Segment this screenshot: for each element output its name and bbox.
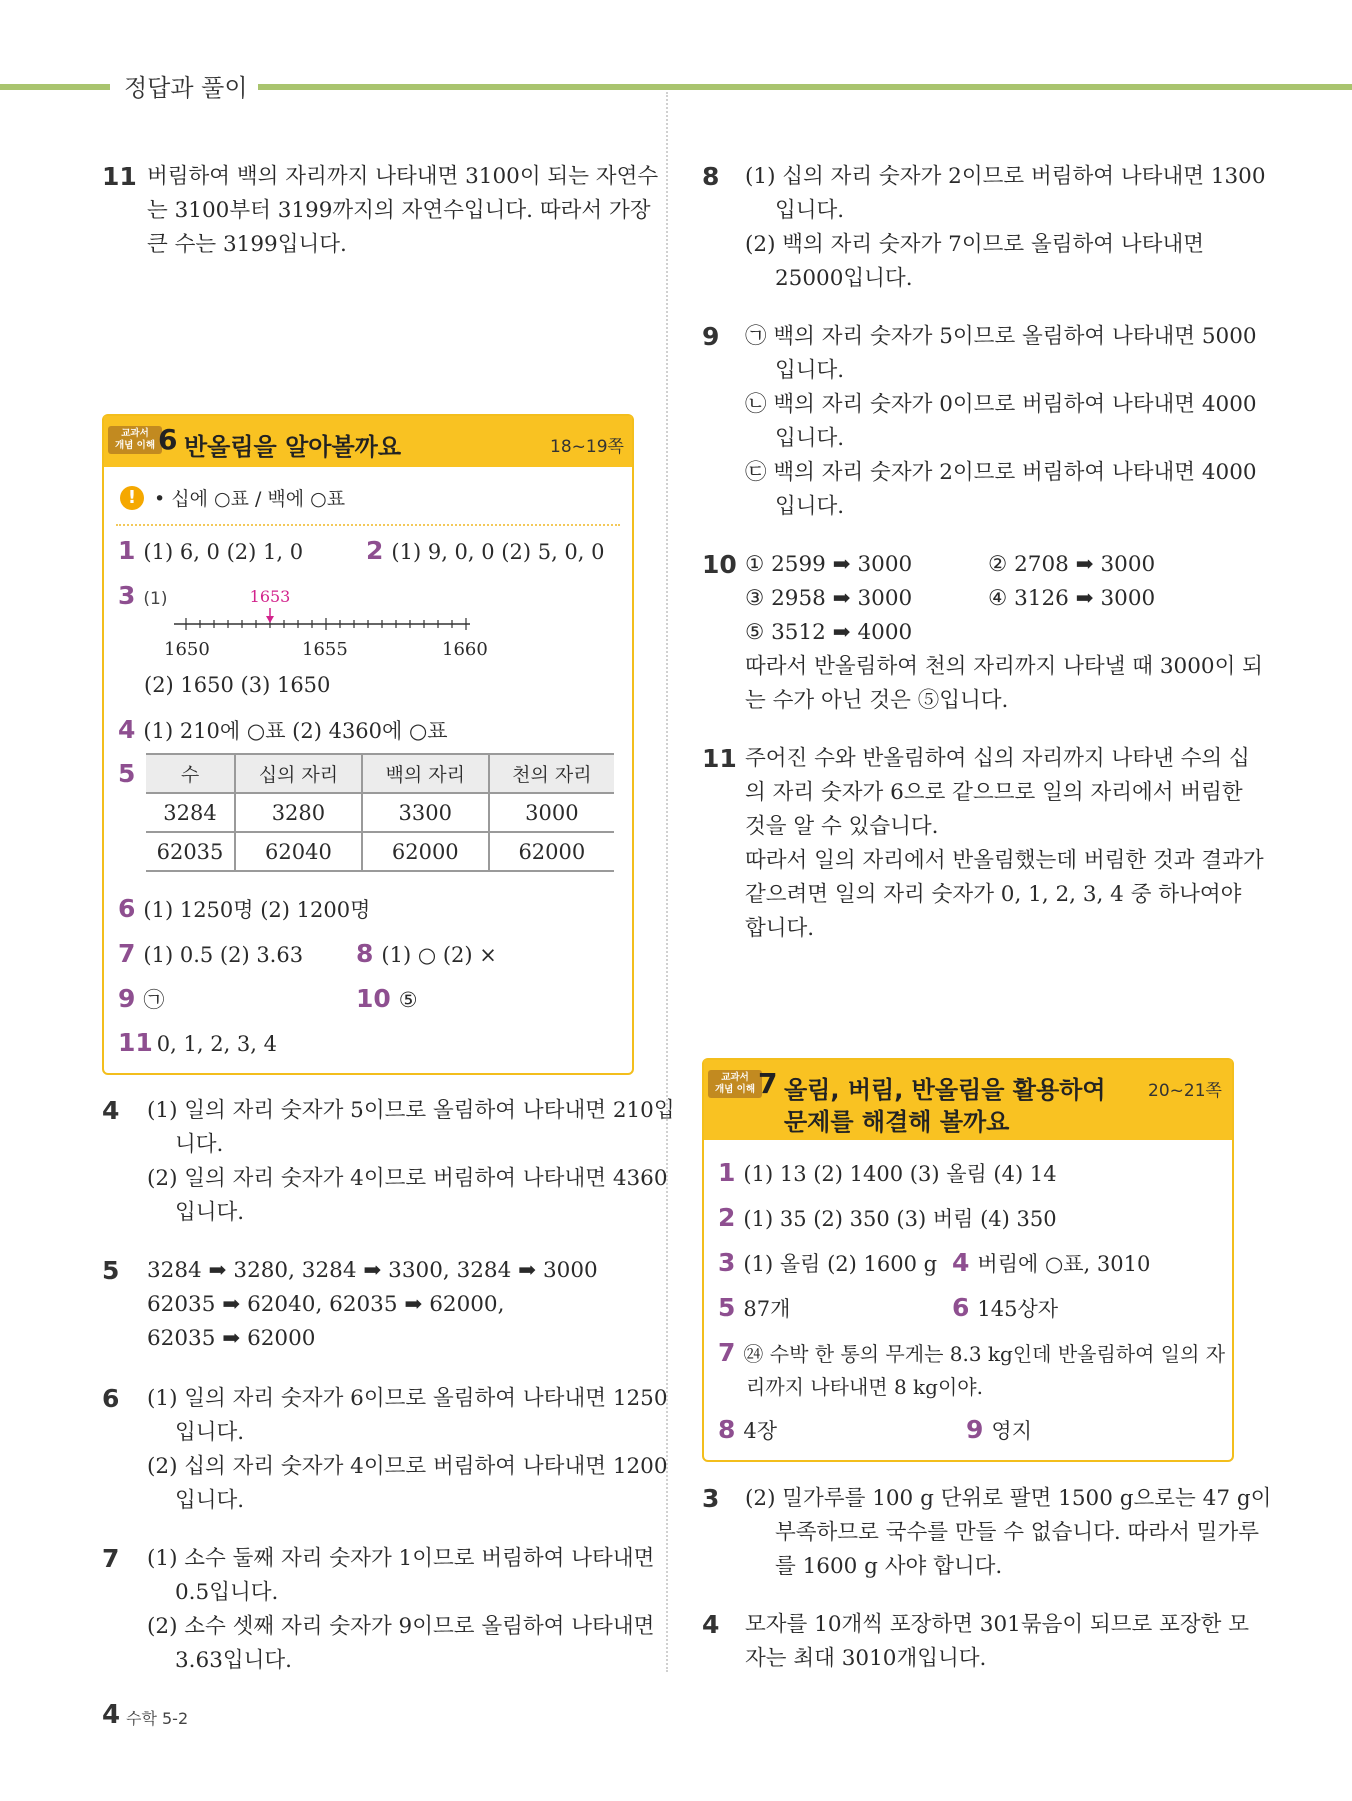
question-number: 7: [102, 1544, 120, 1573]
explanation-line: 의 자리 숫자가 6으로 같으므로 일의 자리에서 버림한: [745, 780, 1243, 805]
concept-box-7: [702, 1058, 1234, 1462]
explanation-line: (2) 일의 자리 숫자가 4이므로 버림하여 나타내면 4360: [147, 1166, 668, 1191]
explanation-line: 따라서 일의 자리에서 반올림했는데 버림한 것과 결과가: [745, 848, 1264, 873]
answer-6: [952, 1293, 1058, 1324]
answer-3-rest: (2) 1650 (3) 1650: [144, 673, 331, 697]
answer-number: 5: [118, 759, 136, 788]
tag-line-1: 교과서: [721, 1072, 749, 1083]
answer-number: 8: [718, 1415, 736, 1444]
explanation-line: 자는 최대 3010개입니다.: [745, 1646, 987, 1671]
key-note: • 십에 ○표 / 백에 ○표: [154, 488, 346, 510]
explanation-line: 모자를 10개씩 포장하면 301묶음이 되므로 포장한 모: [745, 1612, 1250, 1637]
answer-number: 8: [356, 939, 374, 968]
page-title: 정답과 풀이: [114, 68, 258, 103]
answer-number: 2: [366, 536, 384, 565]
exclamation-icon: !: [120, 486, 144, 510]
answer-number: 4: [118, 715, 136, 744]
explanation-line: (2) 밀가루를 100 g 단위로 팔면 1500 g으로는 47 g이: [745, 1486, 1272, 1511]
number-line-tick-label: 1650: [164, 639, 210, 660]
answer-number: 3: [718, 1248, 736, 1277]
column-divider: [666, 92, 668, 1672]
answer-5: [118, 759, 143, 790]
explanation-line: 부족하므로 국수를 만들 수 없습니다. 따라서 밀가루: [775, 1520, 1259, 1545]
question-number: 9: [702, 322, 720, 351]
explanation-line: 큰 수는 3199입니다.: [147, 232, 347, 257]
tag-line-2: 개념 이해: [714, 1084, 755, 1095]
answer-text: ㉔ 수박 한 통의 무게는 8.3 kg인데 반올림하여 일의 자: [743, 1342, 1226, 1366]
answer-text: (1) 210에 ○표 (2) 4360에 ○표: [143, 719, 448, 743]
tag-line-1: 교과서: [121, 428, 149, 439]
conversion-item: ① 2599 ➡ 3000: [745, 552, 913, 577]
explanation-line: 62035 ➡ 62040, 62035 ➡ 62000,: [147, 1292, 505, 1317]
table-cell: 3000: [489, 793, 614, 832]
explanation-line: 버림하여 백의 자리까지 나타내면 3100이 되는 자연수: [147, 164, 659, 189]
subject-label: 수학 5-2: [126, 1709, 189, 1728]
header-rule-right: [244, 84, 1352, 90]
explanation-line: ㉢ 백의 자리 숫자가 2이므로 버림하여 나타내면 4000: [745, 460, 1257, 485]
answer-4: [952, 1248, 1150, 1279]
answer-4: [118, 715, 448, 746]
question-number: 6: [102, 1384, 120, 1413]
explanation-line: 주어진 수와 반올림하여 십의 자리까지 나타낸 수의 십: [745, 746, 1250, 771]
table-header-cell: 십의 자리: [235, 754, 362, 793]
answer-number: 9: [966, 1415, 984, 1444]
answer-text: (1) ○ (2) ×: [381, 943, 497, 967]
answer-9: [118, 984, 164, 1015]
explanation-line: 것을 알 수 있습니다.: [745, 814, 939, 839]
answer-7-cont: 리까지 나타내면 8 kg이야.: [746, 1375, 983, 1399]
answer-number: 2: [718, 1203, 736, 1232]
answer-7: [718, 1338, 1225, 1369]
explanation-line: 합니다.: [745, 916, 815, 941]
table-row: [146, 832, 614, 871]
answer-text: 145상자: [977, 1297, 1059, 1321]
explanation-line: 3284 ➡ 3280, 3284 ➡ 3300, 3284 ➡ 3000: [147, 1258, 598, 1283]
answer-number: 1: [718, 1158, 736, 1187]
section-number: 7: [758, 1067, 778, 1100]
table-cell: 3284: [163, 800, 217, 825]
answer-number: 6: [952, 1293, 970, 1322]
answer-text: (1) 1250명 (2) 1200명: [143, 898, 371, 922]
answer-number: 1: [118, 536, 136, 565]
answer-text: (1) 6, 0 (2) 1, 0: [143, 540, 304, 564]
answer-text: 0, 1, 2, 3, 4: [156, 1032, 278, 1056]
conversion-item: ③ 2958 ➡ 3000: [745, 586, 913, 611]
answer-number: 4: [952, 1248, 970, 1277]
explanation-line: 를 1600 g 사야 합니다.: [775, 1554, 1003, 1579]
answer-text: 87개: [743, 1297, 791, 1321]
explanation-line: 입니다.: [775, 358, 845, 383]
section-number: 6: [158, 423, 178, 456]
explanation-line: 입니다.: [175, 1488, 245, 1513]
textbook-tag: [708, 1070, 762, 1098]
answer-text: (1) 13 (2) 1400 (3) 올림 (4) 14: [743, 1162, 1057, 1186]
conversion-item: ⑤ 3512 ➡ 4000: [745, 620, 913, 645]
explanation-line: (2) 백의 자리 숫자가 7이므로 올림하여 나타내면: [745, 232, 1204, 257]
answer-2: [366, 536, 605, 567]
conversion-item: ④ 3126 ➡ 3000: [988, 586, 1156, 611]
answer-text: 버림에 ○표, 3010: [977, 1252, 1151, 1276]
page-number: 4: [102, 1700, 121, 1730]
answer-text: (1) 35 (2) 350 (3) 버림 (4) 350: [743, 1207, 1057, 1231]
explanation-line: 입니다.: [175, 1420, 245, 1445]
question-number: 10: [702, 550, 737, 579]
answer-7: [118, 939, 303, 970]
answer-number: 7: [718, 1338, 736, 1367]
answer-9: [966, 1415, 1032, 1446]
answer-10: [356, 984, 418, 1015]
section-pages: 18~19쪽: [550, 437, 624, 457]
number-line-mark-label: 1653: [249, 587, 291, 606]
answer-text: 영지: [991, 1419, 1032, 1443]
answer-text: 4장: [743, 1419, 778, 1443]
explanation-line: (1) 소수 둘째 자리 숫자가 1이므로 버림하여 나타내면: [147, 1546, 655, 1571]
explanation-line: 니다.: [175, 1132, 224, 1157]
answer-1: [118, 536, 303, 567]
answer-text: (1) 9, 0, 0 (2) 5, 0, 0: [391, 540, 605, 564]
header-rule-left: [0, 84, 110, 90]
conversion-item: ② 2708 ➡ 3000: [988, 552, 1156, 577]
answer-8: [356, 939, 497, 970]
explanation-line: 입니다.: [175, 1200, 245, 1225]
table-cell: 62000: [362, 832, 489, 871]
question-number: 3: [702, 1484, 720, 1513]
explanation-line: 같으려면 일의 자리 숫자가 0, 1, 2, 3, 4 중 하나여야: [745, 882, 1242, 907]
explanation-line: ㉡ 백의 자리 숫자가 0이므로 버림하여 나타내면 4000: [745, 392, 1257, 417]
explanation-line: (1) 일의 자리 숫자가 5이므로 올림하여 나타내면 210입: [147, 1098, 675, 1123]
answer-8: [718, 1415, 777, 1446]
answer-number: 11: [118, 1028, 153, 1057]
table-cell: 3300: [362, 793, 489, 832]
rounding-table: [146, 753, 614, 872]
textbook-tag: [108, 426, 162, 454]
explanation-line: 3.63입니다.: [175, 1648, 293, 1673]
answer-text: (1) 0.5 (2) 3.63: [143, 943, 304, 967]
question-number: 11: [702, 744, 737, 773]
table-header-cell: 수: [146, 754, 235, 793]
table-cell: 62000: [489, 832, 614, 871]
answer-number: 3: [118, 581, 136, 610]
answer-number: 10: [356, 984, 391, 1013]
table-cell: 62035: [156, 839, 224, 864]
answer-5: [718, 1293, 790, 1324]
question-number: 11: [102, 162, 137, 191]
explanation-line: (1) 십의 자리 숫자가 2이므로 버림하여 나타내면 1300: [745, 164, 1266, 189]
explanation-line: 0.5입니다.: [175, 1580, 279, 1605]
answer-number: 6: [118, 894, 136, 923]
question-number: 8: [702, 162, 720, 191]
question-number: 4: [702, 1610, 720, 1639]
answer-sub-label: (1): [143, 589, 168, 609]
question-number: 5: [102, 1256, 120, 1285]
explanation-line: 62035 ➡ 62000: [147, 1326, 316, 1351]
explanation-line: 입니다.: [775, 426, 845, 451]
explanation-line: 따라서 반올림하여 천의 자리까지 나타낼 때 3000이 되: [745, 654, 1263, 679]
answer-number: 9: [118, 984, 136, 1013]
answer-6: [118, 894, 370, 925]
table-header-cell: 천의 자리: [489, 754, 614, 793]
number-line-tick-label: 1655: [302, 639, 348, 660]
section-title-line-1: 올림, 버림, 반올림을 활용하여: [784, 1076, 1106, 1104]
answer-2: [718, 1203, 1057, 1234]
explanation-line: 입니다.: [775, 198, 845, 223]
table-cell: 3280: [235, 793, 362, 832]
explanation-line: 입니다.: [775, 494, 845, 519]
answer-11: [118, 1028, 277, 1059]
answer-number: 7: [118, 939, 136, 968]
section-pages: 20~21쪽: [1148, 1081, 1222, 1101]
tag-line-2: 개념 이해: [114, 440, 155, 451]
table-cell: 62040: [235, 832, 362, 871]
table-header-row: [146, 754, 614, 793]
question-number: 4: [102, 1096, 120, 1125]
explanation-line: (1) 일의 자리 숫자가 6이므로 올림하여 나타내면 1250: [147, 1386, 668, 1411]
explanation-line: (2) 소수 셋째 자리 숫자가 9이므로 올림하여 나타내면: [147, 1614, 655, 1639]
answer-1: [718, 1158, 1057, 1189]
explanation-line: ㉠ 백의 자리 숫자가 5이므로 올림하여 나타내면 5000: [745, 324, 1257, 349]
section-title: 반올림을 알아볼까요: [184, 433, 402, 461]
dotted-separator: [116, 524, 620, 526]
explanation-line: 25000입니다.: [775, 266, 913, 291]
concept-box-6: [102, 414, 634, 1075]
answer-3: [718, 1248, 937, 1279]
table-header-cell: 백의 자리: [362, 754, 489, 793]
answer-number: 5: [718, 1293, 736, 1322]
section-title-line-2: 문제를 해결해 볼까요: [784, 1108, 1010, 1136]
table-row: [146, 793, 614, 832]
explanation-line: (2) 십의 자리 숫자가 4이므로 버림하여 나타내면 1200: [147, 1454, 668, 1479]
explanation-line: 는 3100부터 3199까지의 자연수입니다. 따라서 가장: [147, 198, 651, 223]
answer-text: ㉠: [143, 988, 165, 1012]
number-line-tick-label: 1660: [442, 639, 488, 660]
answer-text: ⑤: [398, 988, 418, 1012]
answer-text: (1) 올림 (2) 1600 g: [743, 1252, 938, 1276]
explanation-line: 는 수가 아닌 것은 ⑤입니다.: [745, 688, 1009, 713]
